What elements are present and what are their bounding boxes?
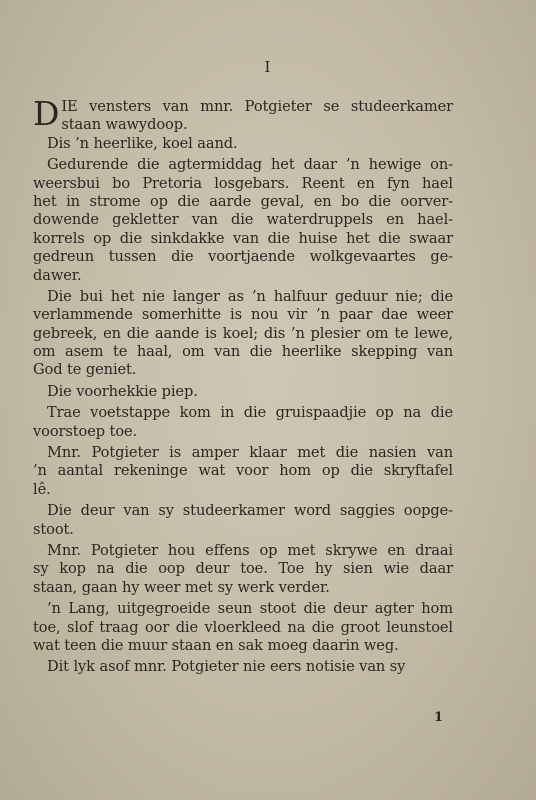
text-line: Dit lyk asof mnr. Potgieter nie eers notisie van sy (47, 658, 406, 676)
paragraph (33, 404, 453, 441)
paragraph (33, 658, 453, 676)
text-line: Dis ’n heerlike, koel aand. (47, 134, 238, 152)
paragraph (33, 502, 453, 539)
text-line: gedreun tussen die voortjaende wolkgevaartes ge- (33, 248, 453, 266)
text-line: dowende gekletter van die waterdruppels en hael- (33, 211, 453, 229)
text-line: gebreek, en die aande is koel; dis ’n plesier om te lewe, (33, 324, 453, 342)
text-line: Gedurende die agtermiddag het daar ’n hewige on- (47, 156, 453, 174)
paragraph (33, 444, 453, 499)
paragraphs (33, 135, 453, 677)
text-line: dawer. (33, 266, 82, 284)
text-line: God te geniet. (33, 361, 137, 379)
text-line: korrels op die sinkdakke van die huise het die swaar (33, 229, 453, 247)
body-text (33, 94, 453, 677)
text-line: staan, gaan hy weer met sy werk verder. (33, 578, 330, 596)
text-line: toe, slof traag oor die vloerkleed na die groot leunstoel (33, 618, 453, 636)
text-line: Die deur van sy studeerkamer word saggies oopge- (47, 502, 453, 520)
text-line: wat teen die muur staan en sak moeg daarin weg. (33, 636, 399, 654)
paragraph (33, 288, 453, 380)
text-line: verlammende somerhitte is nou vir ’n paar dae weer (33, 306, 453, 324)
paragraph (33, 383, 453, 401)
text-line: weersbui bo Pretoria losgebars. Reent en fyn hael (33, 174, 453, 192)
paragraph (33, 600, 453, 655)
first-paragraph (33, 94, 453, 135)
text-line: stoot. (33, 520, 74, 538)
text-line: lê. (33, 480, 51, 498)
page-number: 1 (434, 710, 444, 725)
text-line: Mnr. Potgieter is amper klaar met die nasien van (47, 444, 453, 462)
paragraph (33, 135, 453, 153)
text-line: IE vensters van mnr. Potgieter se studeerkamer (61, 98, 453, 115)
text-line: Die bui het nie langer as ’n halfuur geduur nie; die (47, 287, 453, 305)
text-line: Die voorhekkie piep. (47, 382, 198, 400)
text-line: ’n aantal rekeninge wat voor hom op die skryftafel (33, 462, 453, 480)
text-line: staan wawydoop. (61, 116, 188, 134)
paragraph (33, 156, 453, 285)
chapter-heading: I (264, 58, 272, 76)
text-line: om asem te haal, om van die heerlike skepping van (33, 343, 453, 361)
drop-cap: D (33, 94, 60, 133)
text-line: het in strome op die aarde geval, en bo die oorver- (33, 192, 453, 210)
paragraph (33, 542, 453, 597)
text-line: voorstoep toe. (33, 422, 138, 440)
text-line: Mnr. Potgieter hou effens op met skrywe en draai (47, 541, 453, 559)
text-line: ’n Lang, uitgegroeide seun stoot die deur agter hom (47, 600, 453, 618)
text-line: Trae voetstappe kom in die gruispaadjie op na die (47, 404, 453, 422)
text-line: sy kop na die oop deur toe. Toe hy sien wie daar (33, 560, 453, 578)
